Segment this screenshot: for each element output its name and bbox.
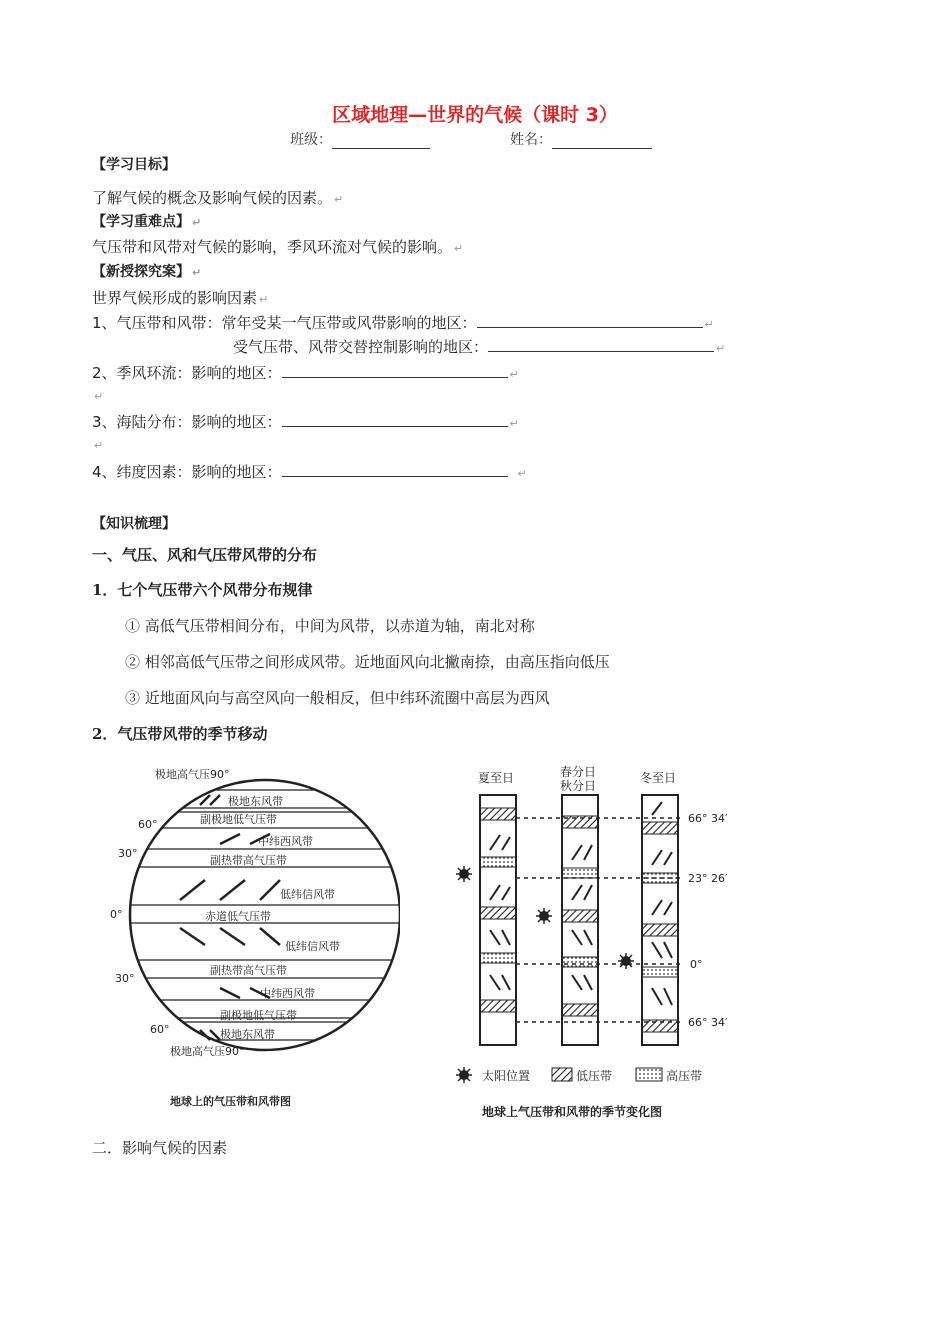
pressure-belts-globe-figure [110, 760, 400, 1120]
svg-text:中纬西风带: 中纬西风带 [258, 835, 313, 848]
legend [456, 1067, 702, 1083]
svg-text:低纬信风带: 低纬信风带 [285, 940, 340, 953]
svg-text:60°: 60° [150, 1023, 170, 1036]
class-label: 班级： [290, 132, 332, 148]
svg-text:地球上气压带和风带的季节变化图: 地球上气压带和风带的季节变化图 [482, 1105, 663, 1119]
subsection-1-heading: 1．七个气压带六个风带分布规律 [92, 581, 313, 599]
class-blank[interactable] [332, 134, 430, 149]
knowledge-heading: 【知识梳理】 [92, 516, 176, 532]
svg-text:中纬西风带: 中纬西风带 [260, 987, 315, 1000]
svg-text:极地高气压90°: 极地高气压90° [155, 768, 230, 781]
svg-text:极地东风带: 极地东风带 [228, 795, 283, 808]
svg-text:30°: 30° [115, 972, 135, 985]
rule-1: ① 高低气压带相间分布，中间为风带，以赤道为轴，南北对称 [125, 617, 535, 635]
key-heading: 【学习重难点】 ↵ [92, 214, 202, 230]
svg-text:副热带高气压带: 副热带高气压带 [210, 964, 287, 977]
svg-text:副极地低气压带: 副极地低气压带 [200, 813, 277, 826]
explore-heading: 【新授探究案】 ↵ [92, 264, 202, 280]
question-3: 3、海陆分布：影响的地区： ↵ [92, 413, 519, 431]
goal-text: 了解气候的概念及影响气候的因素。 ↵ [92, 189, 344, 207]
rule-2: ② 相邻高低气压带之间形成风带。近地面风向北撇南捺，由高压指向低压 [125, 653, 610, 671]
svg-text:60°: 60° [138, 818, 158, 831]
return-mark: ↵ [94, 439, 104, 452]
answer-blank-2[interactable] [282, 363, 508, 378]
svg-text:低纬信风带: 低纬信风带 [280, 888, 335, 901]
svg-text:高压带: 高压带 [666, 1069, 703, 1083]
svg-text:赤道低气压带: 赤道低气压带 [205, 910, 271, 923]
section-2-heading: 二．影响气候的因素 [92, 1139, 228, 1157]
section-1-heading: 一、气压、风和气压带风带的分布 [92, 546, 318, 564]
question-1a: 1、气压带和风带：常年受某一气压带或风带影响的地区： ↵ [92, 314, 714, 332]
name-field [510, 129, 652, 149]
sun-icon [536, 908, 552, 924]
question-2: 2、季风环流：影响的地区： ↵ [92, 364, 519, 382]
class-field [290, 129, 430, 149]
return-mark: ↵ [94, 390, 104, 403]
svg-text:30°: 30° [118, 847, 138, 860]
question-4: 4、纬度因素：影响的地区： ↵ [92, 463, 527, 481]
answer-blank-3[interactable] [282, 412, 508, 427]
svg-text:地球上的气压带和风带图: 地球上的气压带和风带图 [170, 1095, 291, 1108]
goal-heading: 【学习目标】 [92, 157, 176, 173]
question-1b: 受气压带、风带交替控制影响的地区： ↵ [233, 338, 726, 356]
subsection-2-heading: 2．气压带风带的季节移动 [92, 725, 268, 743]
sun-icon [456, 866, 472, 882]
answer-blank-1a[interactable] [477, 313, 703, 328]
svg-text:0°: 0° [690, 958, 703, 971]
rule-3: ③ 近地面风向与高空风向一般相反，但中纬环流圈中高层为西风 [125, 689, 550, 707]
svg-text:冬至日: 冬至日 [640, 771, 677, 785]
svg-text:春分日: 春分日 [560, 765, 597, 779]
svg-text:极地东风带: 极地东风带 [220, 1028, 275, 1041]
sun-icon [618, 953, 634, 969]
svg-text:夏至日: 夏至日 [478, 771, 515, 785]
svg-text:低压带: 低压带 [576, 1069, 613, 1083]
sun-icon [456, 1067, 472, 1083]
svg-text:副极地低气压带: 副极地低气压带 [220, 1009, 297, 1022]
svg-text:太阳位置: 太阳位置 [482, 1069, 531, 1083]
svg-text:0°: 0° [110, 908, 123, 921]
name-blank[interactable] [552, 134, 652, 149]
answer-blank-1b[interactable] [488, 337, 714, 352]
svg-text:23° 26′: 23° 26′ [688, 872, 728, 885]
seasonal-shift-figure [450, 760, 750, 1130]
svg-text:副热带高气压带: 副热带高气压带 [210, 854, 287, 867]
svg-text:秋分日: 秋分日 [560, 779, 597, 793]
explore-intro: 世界气候形成的影响因素 ↵ [92, 289, 269, 307]
svg-text:66° 34′: 66° 34′ [688, 812, 728, 825]
key-text: 气压带和风带对气候的影响，季风环流对气候的影响。 ↵ [92, 238, 464, 256]
answer-blank-4[interactable] [282, 462, 508, 477]
name-label: 姓名： [510, 132, 552, 148]
svg-text:66° 34′: 66° 34′ [688, 1016, 728, 1029]
svg-text:极地高气压90°: 极地高气压90° [170, 1045, 245, 1058]
page-title: 区域地理—世界的气候（课时 3） [332, 104, 618, 126]
